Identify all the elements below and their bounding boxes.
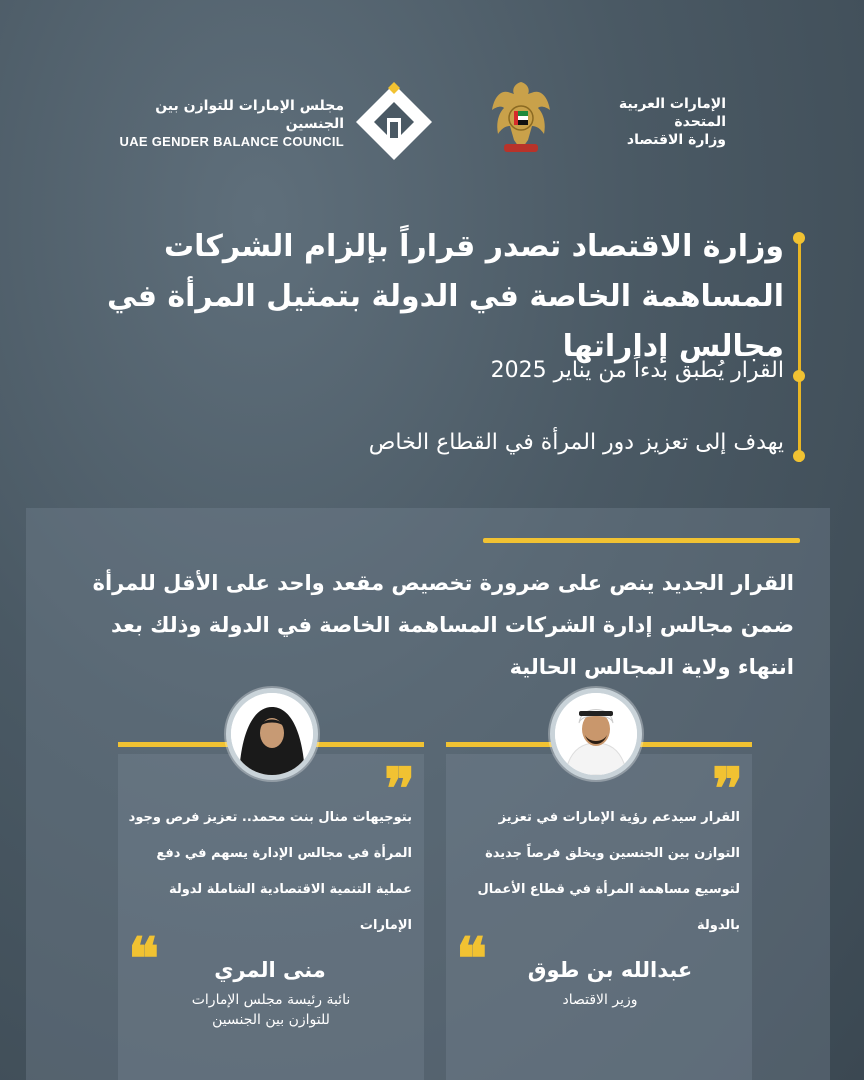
quote-open-icon: ❞ xyxy=(712,755,744,823)
timeline-dot xyxy=(793,450,805,462)
portrait-minister-avatar xyxy=(550,688,642,780)
council-name-english: UAE GENDER BALANCE COUNCIL xyxy=(119,134,344,149)
quote-name-vice-chair: منى المري xyxy=(214,958,326,982)
quote-title-vice-chair: نائبة رئيسة مجلس الإمارات للتوازن بين الجنسين xyxy=(191,992,351,1028)
ministry-country: الإمارات العربية المتحدة xyxy=(618,96,726,130)
ministry-name xyxy=(566,95,726,149)
timeline-dot xyxy=(793,370,805,382)
council-logo-icon xyxy=(352,80,436,164)
quote-text-vice-chair: بتوجيهات منال بنت محمد.. تعزيز فرص وجود المرأة في مجالس الإدارة يسهم في دفع عملية التنمية الاقتصادية الشاملة لدولة الإمارات xyxy=(128,810,412,933)
portrait-vice-chair-avatar xyxy=(226,688,318,780)
quote-close-icon: ❝ xyxy=(456,925,488,993)
decision-text: القرار الجديد ينص على ضرورة تخصيص مقعد واحد على الأقل للمرأة ضمن مجالس إدارة الشركات المساهمة الخاصة في الدولة وذلك بعد انتهاء ولاية المجالس الحالية xyxy=(92,571,794,679)
quote-name-minister: عبدالله بن طوق xyxy=(527,958,693,982)
panel-accent-line xyxy=(483,538,800,543)
ministry-title: وزارة الاقتصاد xyxy=(626,132,726,148)
bullet-start-date: القرار يُطبق بدءاً من يناير 2025 xyxy=(490,358,784,383)
uae-falcon-emblem-icon xyxy=(490,80,552,156)
quote-close-icon: ❝ xyxy=(128,925,160,993)
bullet-goal: يهدف إلى تعزيز دور المرأة في القطاع الخاص xyxy=(368,430,784,455)
headline: وزارة الاقتصاد تصدر قراراً بإلزام الشركات المساهمة الخاصة في الدولة بتمثيل المرأة في مجالس إداراتها xyxy=(106,229,784,364)
quote-title-minister: وزير الاقتصاد xyxy=(562,992,638,1008)
timeline-dot xyxy=(793,232,805,244)
quote-text-minister: القرار سيدعم رؤية الإمارات في تعزيز التوازن بين الجنسين ويخلق فرصاً جديدة لتوسيع مساهمة المرأة في قطاع الأعمال بالدولة xyxy=(477,810,740,933)
quote-open-icon: ❞ xyxy=(384,755,416,823)
timeline-line xyxy=(798,236,801,462)
council-name xyxy=(114,97,344,151)
council-name-arabic: مجلس الإمارات للتوازن بين الجنسين xyxy=(155,98,344,132)
